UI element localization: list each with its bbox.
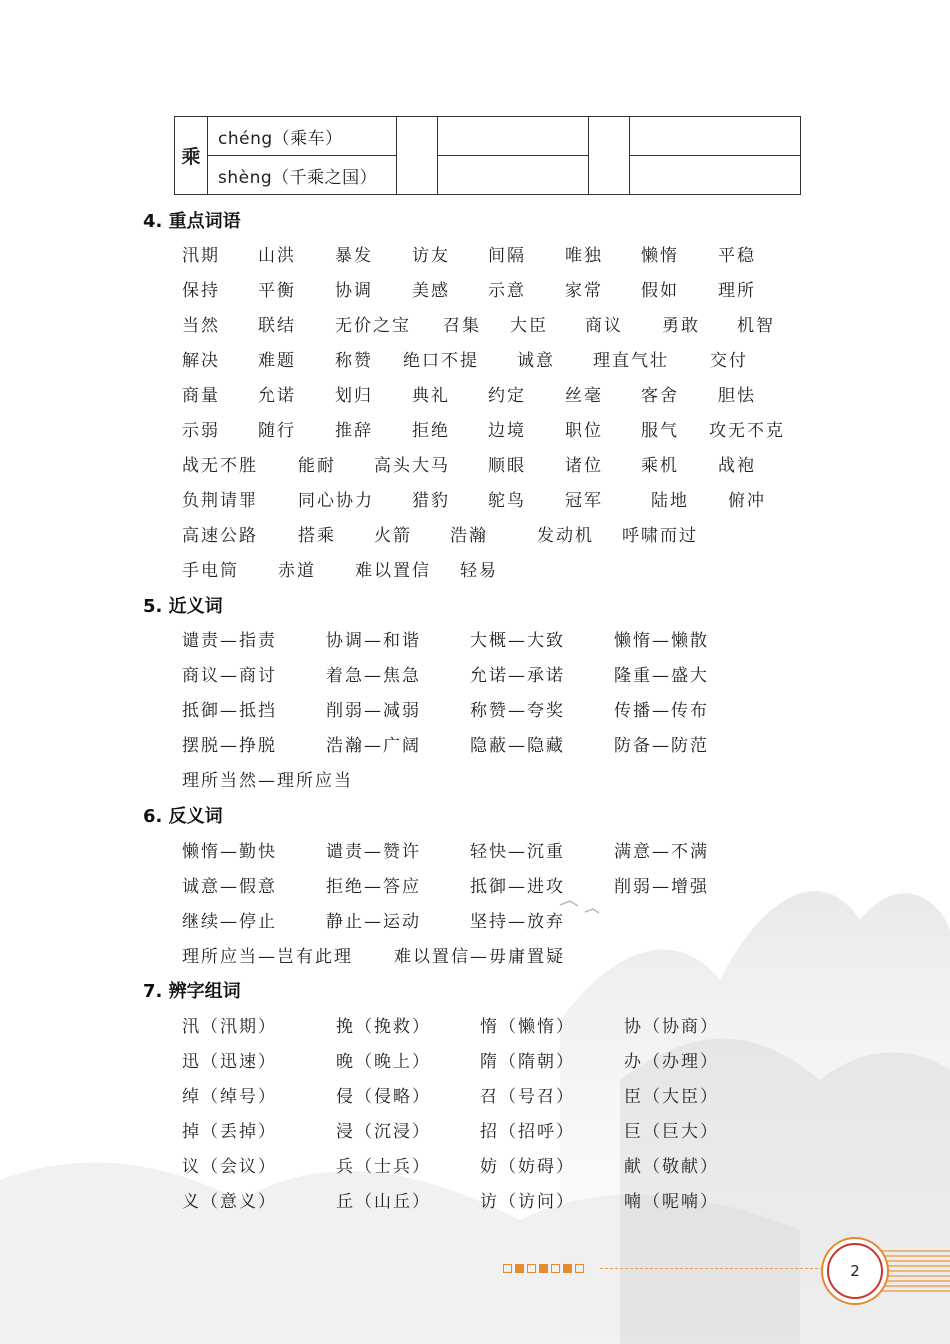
key-word: 召集	[443, 316, 481, 336]
antonym-pair: 懒惰—勤快	[182, 842, 277, 862]
blank-cell	[397, 117, 438, 195]
blank-cell	[630, 156, 801, 195]
key-word: 呼啸而过	[622, 526, 698, 546]
key-word: 同心协力	[298, 491, 374, 511]
key-word: 战袍	[718, 456, 756, 476]
key-word: 示弱	[182, 421, 220, 441]
key-word: 划归	[335, 386, 373, 406]
key-word: 山洪	[258, 246, 296, 266]
key-word: 平稳	[718, 246, 756, 266]
key-word: 丝毫	[565, 386, 603, 406]
key-word: 约定	[488, 386, 526, 406]
section-title-char-groups: 7. 辨字组词	[143, 981, 241, 1002]
blank-cell	[438, 156, 589, 195]
synonym-pair: 传播—传布	[614, 701, 709, 721]
key-word: 联结	[258, 316, 296, 336]
pronunciation-1: chéng（乘车）	[208, 117, 397, 156]
char-group: 办（办理）	[624, 1052, 719, 1072]
synonym-pair: 着急—焦急	[326, 666, 421, 686]
char-group: 召（号召）	[480, 1087, 575, 1107]
key-word: 职位	[565, 421, 603, 441]
char-group: 浸（沉浸）	[336, 1122, 431, 1142]
key-word: 美感	[412, 281, 450, 301]
synonym-pair: 理所当然—理所应当	[182, 771, 353, 791]
key-word: 随行	[258, 421, 296, 441]
key-word: 胆怯	[718, 386, 756, 406]
key-word: 服气	[641, 421, 679, 441]
char-group: 隋（隋朝）	[480, 1052, 575, 1072]
synonym-pair: 防备—防范	[614, 736, 709, 756]
key-word: 高速公路	[182, 526, 258, 546]
antonym-pair: 静止—运动	[326, 912, 421, 932]
key-word: 允诺	[258, 386, 296, 406]
key-word: 商量	[182, 386, 220, 406]
synonym-pair: 懒惰—懒散	[614, 631, 709, 651]
key-word: 战无不胜	[182, 456, 258, 476]
key-word: 能耐	[298, 456, 336, 476]
key-word: 访友	[412, 246, 450, 266]
synonym-pair: 削弱—减弱	[326, 701, 421, 721]
antonym-pair: 削弱—增强	[614, 877, 709, 897]
key-word: 唯独	[565, 246, 603, 266]
synonym-pair: 隆重—盛大	[614, 666, 709, 686]
synonym-pair: 商议—商讨	[182, 666, 277, 686]
antonym-pair: 理所应当—岂有此理	[182, 947, 353, 967]
key-word: 假如	[641, 281, 679, 301]
char-group: 议（会议）	[182, 1157, 277, 1177]
key-word: 平衡	[258, 281, 296, 301]
page-number: 2	[827, 1243, 883, 1299]
key-word: 协调	[335, 281, 373, 301]
key-word: 诸位	[565, 456, 603, 476]
key-word: 手电筒	[182, 561, 239, 581]
char-group: 招（招呼）	[480, 1122, 575, 1142]
synonym-pair: 摆脱—挣脱	[182, 736, 277, 756]
char-group: 绰（绰号）	[182, 1087, 277, 1107]
char-group: 汛（汛期）	[182, 1017, 277, 1037]
key-word: 大臣	[510, 316, 548, 336]
key-word: 绝口不提	[403, 351, 479, 371]
key-word: 推辞	[335, 421, 373, 441]
antonym-pair: 轻快—沉重	[470, 842, 565, 862]
key-word: 边境	[488, 421, 526, 441]
char-group: 协（协商）	[624, 1017, 719, 1037]
synonym-pair: 协调—和谐	[326, 631, 421, 651]
key-word: 高头大马	[374, 456, 450, 476]
blank-cell	[589, 117, 630, 195]
blank-cell	[438, 117, 589, 156]
char-group: 挽（挽救）	[336, 1017, 431, 1037]
key-word: 汛期	[182, 246, 220, 266]
char-group: 巨（巨大）	[624, 1122, 719, 1142]
key-word: 俯冲	[728, 491, 766, 511]
pronunciation-2: shèng（千乘之国）	[208, 156, 397, 195]
key-word: 难题	[258, 351, 296, 371]
char-group: 喃（呢喃）	[624, 1192, 719, 1212]
char-group: 献（敬献）	[624, 1157, 719, 1177]
key-word: 负荆请罪	[182, 491, 258, 511]
char-group: 迅（迅速）	[182, 1052, 277, 1072]
key-word: 勇敢	[662, 316, 700, 336]
polyphone-table	[174, 116, 801, 195]
char-group: 惰（懒惰）	[480, 1017, 575, 1037]
key-word: 无价之宝	[335, 316, 411, 336]
key-word: 猎豹	[412, 491, 450, 511]
key-word: 顺眼	[488, 456, 526, 476]
key-word: 商议	[585, 316, 623, 336]
key-word: 家常	[565, 281, 603, 301]
key-word: 冠军	[565, 491, 603, 511]
key-word: 赤道	[278, 561, 316, 581]
key-word: 浩瀚	[450, 526, 488, 546]
key-word: 鸵鸟	[488, 491, 526, 511]
synonym-pair: 隐蔽—隐藏	[470, 736, 565, 756]
char-group: 兵（士兵）	[336, 1157, 431, 1177]
key-word: 客舍	[641, 386, 679, 406]
key-word: 陆地	[651, 491, 689, 511]
char-group: 掉（丢掉）	[182, 1122, 277, 1142]
key-word: 间隔	[488, 246, 526, 266]
key-word: 搭乘	[298, 526, 336, 546]
key-word: 诚意	[517, 351, 555, 371]
antonym-pair: 谴责—赞许	[326, 842, 421, 862]
synonym-pair: 称赞—夸奖	[470, 701, 565, 721]
key-word: 攻无不克	[709, 421, 785, 441]
key-word: 暴发	[335, 246, 373, 266]
char-group: 妨（妨碍）	[480, 1157, 575, 1177]
key-word: 难以置信	[355, 561, 431, 581]
antonym-pair: 诚意—假意	[182, 877, 277, 897]
key-word: 火箭	[374, 526, 412, 546]
section-title-key-words: 4. 重点词语	[143, 211, 241, 232]
key-word: 机智	[737, 316, 775, 336]
synonym-pair: 谴责—指责	[182, 631, 277, 651]
key-word: 发动机	[537, 526, 594, 546]
char-group: 侵（侵略）	[336, 1087, 431, 1107]
char-group: 臣（大臣）	[624, 1087, 719, 1107]
char-group: 义（意义）	[182, 1192, 277, 1212]
key-word: 示意	[488, 281, 526, 301]
antonym-pair: 抵御—进攻	[470, 877, 565, 897]
key-word: 理所	[718, 281, 756, 301]
antonym-pair: 继续—停止	[182, 912, 277, 932]
section-title-synonyms: 5. 近义词	[143, 596, 223, 617]
key-word: 乘机	[641, 456, 679, 476]
antonym-pair: 坚持—放弃	[470, 912, 565, 932]
footer-dashed-line	[600, 1268, 828, 1269]
char-group: 晚（晚上）	[336, 1052, 431, 1072]
synonym-pair: 抵御—抵挡	[182, 701, 277, 721]
char-group: 丘（山丘）	[336, 1192, 431, 1212]
blank-cell	[630, 117, 801, 156]
synonym-pair: 浩瀚—广阔	[326, 736, 421, 756]
key-word: 当然	[182, 316, 220, 336]
section-title-antonyms: 6. 反义词	[143, 806, 223, 827]
footer-stripes	[880, 1250, 950, 1294]
key-word: 懒惰	[641, 246, 679, 266]
polyphone-char: 乘	[175, 117, 208, 195]
key-word: 理直气壮	[593, 351, 669, 371]
key-word: 解决	[182, 351, 220, 371]
key-word: 交付	[710, 351, 748, 371]
antonym-pair: 难以置信—毋庸置疑	[394, 947, 565, 967]
char-group: 访（访问）	[480, 1192, 575, 1212]
antonym-pair: 拒绝—答应	[326, 877, 421, 897]
synonym-pair: 大概—大致	[470, 631, 565, 651]
key-word: 保持	[182, 281, 220, 301]
footer-decoration	[503, 1264, 584, 1273]
key-word: 称赞	[335, 351, 373, 371]
key-word: 拒绝	[412, 421, 450, 441]
synonym-pair: 允诺—承诺	[470, 666, 565, 686]
key-word: 轻易	[460, 561, 498, 581]
antonym-pair: 满意—不满	[614, 842, 709, 862]
key-word: 典礼	[412, 386, 450, 406]
